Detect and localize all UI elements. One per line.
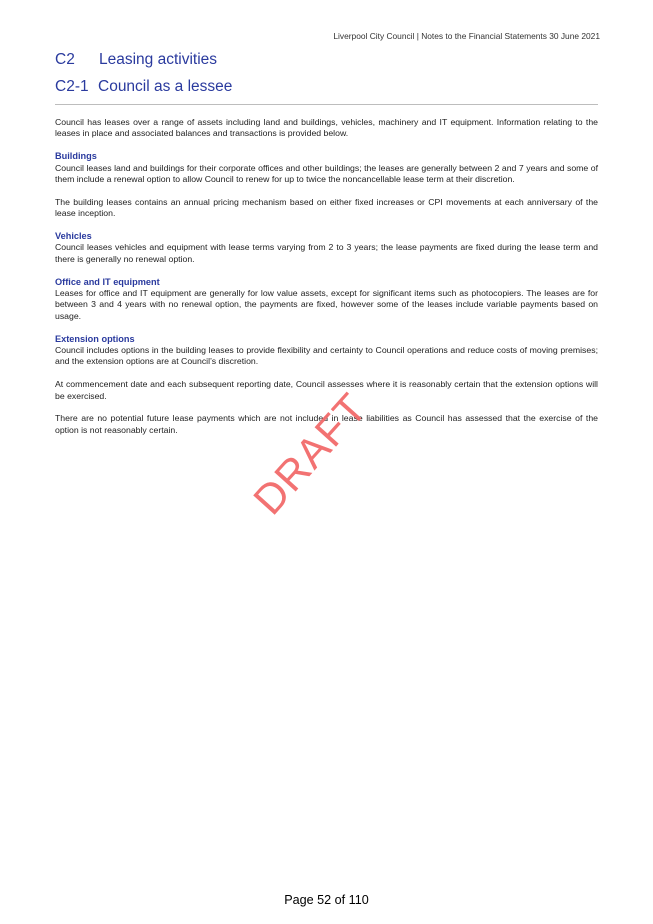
draft-watermark: DRAFT <box>244 384 377 524</box>
subsection-number: C2-1 <box>55 78 89 95</box>
buildings-heading: Buildings <box>55 151 97 162</box>
extension-options-paragraph-3: There are no potential future lease payments which are not included in lease liabilities as Council has assessed that the exercise of the option is not reasonably certain. <box>55 413 598 435</box>
section-title-text: Leasing activities <box>99 51 218 68</box>
extension-options-paragraph-2: At commencement date and each subsequent reporting date, Council assesses where it is reasonably certain that the extension options will be exercised. <box>55 379 598 401</box>
page-number: Page 52 of 110 <box>284 893 369 907</box>
buildings-paragraph-1: Council leases land and buildings for their corporate offices and other buildings; the leases are generally between 2 and 7 years and some of them include a renewal option to allow Council to renew for up to twice the noncancellable lease term at their discretion. <box>55 162 598 185</box>
vehicles-heading: Vehicles <box>55 231 92 242</box>
section-title <box>55 51 217 69</box>
vehicles-paragraph-1: Council leases vehicles and equipment with lease terms varying from 2 to 3 years; the lease payments are fixed during the lease term and there is generally no renewal option. <box>55 242 598 264</box>
office-it-section <box>55 277 598 323</box>
page-header: Liverpool City Council | Notes to the Financial Statements 30 June 2021 <box>333 31 600 41</box>
document-body <box>55 117 598 448</box>
extension-options-heading: Extension options <box>55 333 135 344</box>
subsection-title <box>55 78 232 96</box>
section-divider <box>55 104 598 105</box>
office-it-paragraph-1: Leases for office and IT equipment are generally for low value assets, except for significant items such as photocopiers. The leases are for between 3 and 4 years with no renewal option, the payments are fixed, however some of the leases include variable payments based on usage. <box>55 288 598 321</box>
intro-paragraph: Council has leases over a range of assets including land and buildings, vehicles, machinery and IT equipment. Information relating to the leases in place and associated balances and transactions is provided below. <box>55 117 598 139</box>
extension-options-section <box>55 334 598 437</box>
vehicles-section <box>55 231 598 265</box>
section-number: C2 <box>55 51 75 68</box>
buildings-paragraph-2: The building leases contains an annual pricing mechanism based on either fixed increases or CPI movements at each anniversary of the lease inception. <box>55 196 598 219</box>
office-it-heading: Office and IT equipment <box>55 276 160 287</box>
extension-options-paragraph-1: Council includes options in the building leases to provide flexibility and certainty to Council operations and reduce costs of moving premises; and the extension options are at Council’s discretion. <box>55 345 598 367</box>
subsection-title-text: Council as a lessee <box>98 78 233 95</box>
buildings-section <box>55 151 598 219</box>
